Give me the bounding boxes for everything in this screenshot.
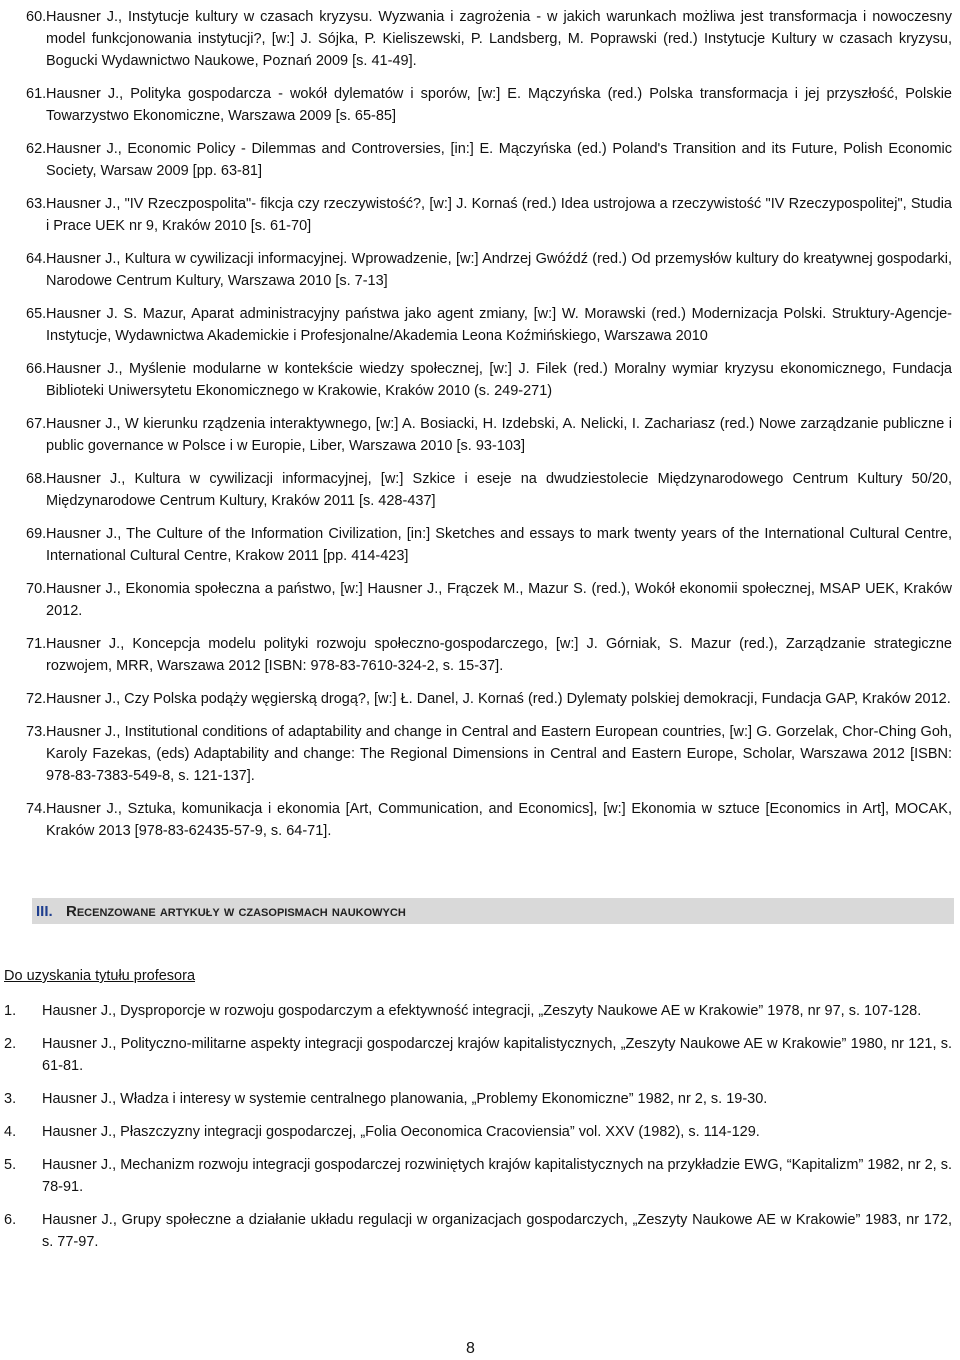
item-text: Hausner J. S. Mazur, Aparat administracyjny państwa jako agent zmiany, [w:] W. Morawski (red.) Modernizacja Polski. Struktury-Agencje-Instytucje, Wydawnictwa Akademickie i Profesjonalne/Akademia Leona Koźmińskiego, Warszawa 2010 <box>46 306 952 344</box>
item-text: Hausner J., Polityka gospodarcza - wokół dylematów i sporów, [w:] E. Mączyńska (red.) Polska transformacja i jej przyszłość, Polskie Towarzystwo Ekonomiczne, Warszawa 2009 [s. 65-85] <box>46 86 952 124</box>
section-heading <box>32 898 954 924</box>
item-number: 4. <box>4 1124 17 1140</box>
item-text: Hausner J., The Culture of the Information Civilization, [in:] Sketches and essays to mark twenty years of the International Cultural Centre, International Cultural Centre, Krakow 2011 [pp. 414-423] <box>46 526 952 564</box>
item-number: 64. <box>26 251 47 267</box>
item-text: Hausner J., Myślenie modularne w kontekście wiedzy społecznej, [w:] J. Filek (red.) Moralny wymiar kryzysu ekonomicznego, Fundacja Biblioteki Uniwersytetu Ekonomicznego w Krakowie, Kraków 2010 (s. 249-271) <box>46 361 952 399</box>
item-number: 2. <box>4 1036 17 1052</box>
list-item <box>4 1033 952 1077</box>
item-text: Hausner J., Czy Polska podąży węgierską drogą?, [w:] Ł. Danel, J. Kornaś (red.) Dylematy polskiej demokracji, Fundacja GAP, Kraków 2012. <box>46 691 951 707</box>
list-item <box>4 1121 952 1143</box>
list-item <box>26 578 952 622</box>
articles-list <box>4 1000 952 1264</box>
section-number: III. <box>36 902 53 920</box>
item-number: 66. <box>26 361 47 377</box>
item-number: 62. <box>26 141 47 157</box>
item-text: Hausner J., Polityczno-militarne aspekty integracji gospodarczej krajów kapitalistycznych, „Zeszyty Naukowe AE w Krakowie” 1980, nr 121, s. 61-81. <box>42 1036 952 1074</box>
list-item <box>26 721 952 787</box>
item-number: 74. <box>26 801 47 817</box>
item-number: 60. <box>26 9 47 25</box>
item-text: Hausner J., Kultura w cywilizacji informacyjnej, [w:] Szkice i eseje na dwudziestolecie Międzynarodowego Centrum Kultury 50/20, Międzynarodowe Centrum Kultury, Kraków 2011 [s. 428-437] <box>46 471 952 509</box>
list-item <box>4 1209 952 1253</box>
list-item <box>4 1088 952 1110</box>
list-item <box>26 358 952 402</box>
list-item <box>26 248 952 292</box>
list-item <box>26 6 952 72</box>
list-item <box>26 798 952 842</box>
list-item <box>26 413 952 457</box>
list-item <box>26 468 952 512</box>
bibliography-list <box>26 6 952 853</box>
item-number: 5. <box>4 1157 17 1173</box>
list-item <box>26 688 952 710</box>
list-item <box>26 138 952 182</box>
item-text: Hausner J., W kierunku rządzenia interaktywnego, [w:] A. Bosiacki, H. Izdebski, A. Nelicki, I. Zachariasz (red.) Nowe zarządzanie publiczne i public governance w Polsce i w Europie, Liber, Warszawa 2010 [s. 93-103] <box>46 416 952 454</box>
item-number: 3. <box>4 1091 17 1107</box>
item-text: Hausner J., Dysproporcje w rozwoju gospodarczym a efektywność integracji, „Zeszyty Naukowe AE w Krakowie” 1978, nr 97, s. 107-128. <box>42 1003 922 1019</box>
item-text: Hausner J., Economic Policy - Dilemmas and Controversies, [in:] E. Mączyńska (ed.) Poland's Transition and its Future, Polish Economic Society, Warsaw 2009 [pp. 63-81] <box>46 141 952 179</box>
item-number: 69. <box>26 526 47 542</box>
list-item <box>26 303 952 347</box>
item-text: Hausner J., Ekonomia społeczna a państwo, [w:] Hausner J., Frączek M., Mazur S. (red.), Wokół ekonomii społecznej, MSAP UEK, Kraków 2012. <box>46 581 952 619</box>
item-text: Hausner J., Institutional conditions of adaptability and change in Central and Eastern European countries, [w:] G. Gorzelak, Chor-Ching Goh, Karoly Fazekas, (eds) Adaptability and change: The Regional Dimensions in Central and Eastern Europe, Scholar, Warszawa 2012 [ISBN: 978-83-7383-549-8, s. 121-137]. <box>46 724 952 784</box>
item-text: Hausner J., Władza i interesy w systemie centralnego planowania, „Problemy Ekonomiczne” 1982, nr 2, s. 19-30. <box>42 1091 768 1107</box>
item-number: 72. <box>26 691 47 707</box>
item-number: 73. <box>26 724 47 740</box>
item-number: 1. <box>4 1003 17 1019</box>
list-item <box>4 1000 952 1022</box>
item-number: 71. <box>26 636 47 652</box>
item-number: 67. <box>26 416 47 432</box>
item-text: Hausner J., Grupy społeczne a działanie układu regulacji w organizacjach gospodarczych, „Zeszyty Naukowe AE w Krakowie” 1983, nr 172, s. 77-97. <box>42 1212 952 1250</box>
list-item <box>26 193 952 237</box>
page-number: 8 <box>466 1340 475 1357</box>
item-number: 6. <box>4 1212 17 1228</box>
item-text: Hausner J., "IV Rzeczpospolita"- fikcja czy rzeczywistość?, [w:] J. Kornaś (red.) Idea ustrojowa a rzeczywistość "IV Rzeczypospolitej", Studia i Prace UEK nr 9, Kraków 2010 [s. 61-70] <box>46 196 952 234</box>
list-item <box>26 633 952 677</box>
item-number: 70. <box>26 581 47 597</box>
item-number: 61. <box>26 86 47 102</box>
item-text: Hausner J., Płaszczyzny integracji gospodarczej, „Folia Oeconomica Cracoviensia” vol. XXV (1982), s. 114-129. <box>42 1124 760 1140</box>
item-text: Hausner J., Kultura w cywilizacji informacyjnej. Wprowadzenie, [w:] Andrzej Gwóźdź (red.) Od przemysłów kultury do kreatywnej gospodarki, Narodowe Centrum Kultury, Warszawa 2010 [s. 7-13] <box>46 251 952 289</box>
item-number: 65. <box>26 306 47 322</box>
item-text: Hausner J., Mechanizm rozwoju integracji gospodarczej rozwiniętych krajów kapitalistycznych na przykładzie EWG, “Kapitalizm” 1982, nr 2, s. 78-91. <box>42 1157 952 1195</box>
item-text: Hausner J., Koncepcja modelu polityki rozwoju społeczno-gospodarczego, [w:] J. Górniak, S. Mazur (red.), Zarządzanie strategiczne rozwojem, MRR, Warszawa 2012 [ISBN: 978-83-7610-324-2, s. 15-37]. <box>46 636 952 674</box>
section-title: Recenzowane artykuły w czasopismach naukowych <box>66 902 406 920</box>
list-item <box>26 523 952 567</box>
item-text: Hausner J., Sztuka, komunikacja i ekonomia [Art, Communication, and Economics], [w:] Ekonomia w sztuce [Economics in Art], MOCAK, Kraków 2013 [978-83-62435-57-9, s. 64-71]. <box>46 801 952 839</box>
subsection-heading: Do uzyskania tytułu profesora <box>4 968 196 984</box>
list-item <box>4 1154 952 1198</box>
item-number: 63. <box>26 196 47 212</box>
item-number: 68. <box>26 471 47 487</box>
item-text: Hausner J., Instytucje kultury w czasach kryzysu. Wyzwania i zagrożenia - w jakich warunkach możliwa jest transformacja i nowoczesny model funkcjonowania instytucji?, [w:] J. Sójka, P. Kieliszewski, P. Landsberg, M. Poprawski (red.) Instytucje Kultury w czasach kryzysu, Bogucki Wydawnictwo Naukowe, Poznań 2009 [s. 41-49]. <box>46 9 952 69</box>
list-item <box>26 83 952 127</box>
